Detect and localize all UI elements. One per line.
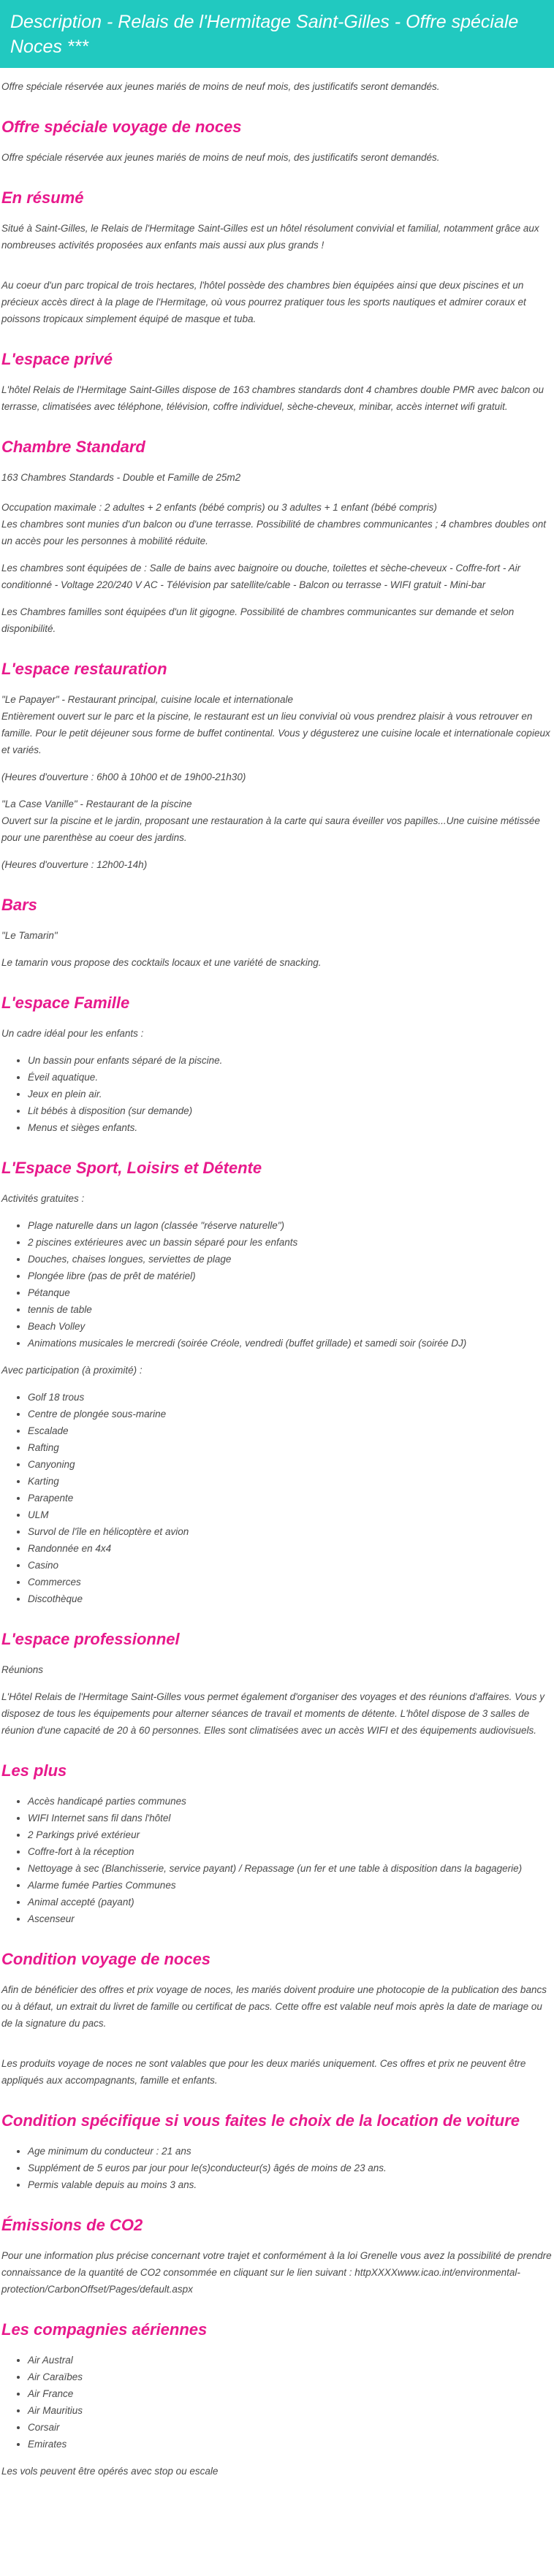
- list-item: • Parapente: [28, 1490, 553, 1506]
- chambre-paragraph: Les chambres sont équipées de : Salle de bains avec baignoire ou douche, toilettes et sèche-cheveux - Coffre-fort - Air conditionné - Voltage 220/240 V AC - Télévision par satellite/cable - Balcon ou terrasse - WIFI gratuit - Mini-bar: [1, 563, 521, 590]
- list-item: • Discothèque: [28, 1590, 553, 1607]
- list-item: • Corsair: [28, 2419, 553, 2436]
- list-item: • Rafting: [28, 1439, 553, 1456]
- section-heading-prive: L'espace privé: [1, 350, 113, 368]
- list-item: • Jeux en plein air.: [28, 1086, 553, 1102]
- list-item: • Menus et sièges enfants.: [28, 1119, 553, 1136]
- pro-subheading: Réunions: [1, 1664, 44, 1675]
- list-item: • Beach Volley: [28, 1318, 553, 1335]
- restaurant-hours: (Heures d'ouverture : 12h00-14h): [1, 859, 148, 870]
- list-item: • Air France: [28, 2385, 553, 2402]
- list-item: • Escalade: [28, 1422, 553, 1439]
- list-item: • Karting: [28, 1473, 553, 1490]
- list-item: • Coffre-fort à la réception: [28, 1843, 553, 1860]
- section-heading-plus: Les plus: [1, 1761, 67, 1780]
- list-item: • Air Mauritius: [28, 2402, 553, 2419]
- list-item: • Centre de plongée sous-marine: [28, 1406, 553, 1422]
- section-heading-sport: L'Espace Sport, Loisirs et Détente: [1, 1159, 262, 1177]
- noces-text: Offre spéciale réservée aux jeunes mariés de moins de neuf mois, des justificatifs seront demandés.: [1, 152, 440, 163]
- chambre-paragraph: Occupation maximale : 2 adultes + 2 enfants (bébé compris) ou 3 adultes + 1 enfant (bébé compris): [1, 502, 437, 513]
- bar-text: Le tamarin vous propose des cocktails locaux et une variété de snacking.: [1, 957, 322, 968]
- section-heading-co2: Émissions de CO2: [1, 2216, 143, 2234]
- list-item: • Golf 18 trous: [28, 1389, 553, 1406]
- list-item: • Pétanque: [28, 1284, 553, 1301]
- section-heading-resume: En résumé: [1, 188, 84, 207]
- list-item: • Canyoning: [28, 1456, 553, 1473]
- list-item: • 2 piscines extérieures avec un bassin séparé pour les enfants: [28, 1234, 553, 1251]
- main-content: [0, 68, 554, 2504]
- section-heading-chambre: Chambre Standard: [1, 438, 145, 456]
- section-heading-condition: Condition voyage de noces: [1, 1950, 211, 1968]
- sport-paid-intro: Avec participation (à proximité) :: [1, 1365, 143, 1376]
- list-item: • Animations musicales le mercredi (soirée Créole, vendredi (buffet grillade) et samedi soir (soirée DJ): [28, 1335, 553, 1352]
- airlines-list: [1, 2352, 553, 2453]
- list-item: • Douches, chaises longues, serviettes de plage: [28, 1251, 553, 1268]
- section-heading-restauration: L'espace restauration: [1, 660, 167, 678]
- section-heading-location: Condition spécifique si vous faites le choix de la location de voiture: [1, 2111, 520, 2130]
- list-item: • Accès handicapé parties communes: [28, 1793, 553, 1810]
- section-heading-bars: Bars: [1, 896, 37, 914]
- chambre-paragraph: 163 Chambres Standards - Double et Famille de 25m2: [1, 472, 241, 483]
- list-item: • Survol de l'île en hélicoptère et avion: [28, 1523, 553, 1540]
- list-item: • Alarme fumée Parties Communes: [28, 1877, 553, 1894]
- list-item: • Casino: [28, 1557, 553, 1574]
- airlines-note: Les vols peuvent être opérés avec stop ou escale: [1, 2466, 219, 2477]
- list-item: • tennis de table: [28, 1301, 553, 1318]
- list-item: • Éveil aquatique.: [28, 1069, 553, 1086]
- restaurant-name: "Le Papayer" - Restaurant principal, cuisine locale et internationale: [1, 694, 294, 705]
- list-item: • WIFI Internet sans fil dans l'hôtel: [28, 1810, 553, 1826]
- list-item: • Nettoyage à sec (Blanchisserie, service payant) / Repassage (un fer et une table à disposition dans la bagagerie): [28, 1860, 553, 1877]
- famille-intro: Un cadre idéal pour les enfants :: [1, 1028, 144, 1039]
- chambre-paragraph: Les Chambres familles sont équipées d'un lit gigogne. Possibilité de chambres communicantes sur demande et selon disponibilité.: [1, 606, 515, 634]
- sport-paid-list: [1, 1389, 553, 1607]
- chambre-paragraph: Les chambres sont munies d'un balcon ou d'une terrasse. Possibilité de chambres communicantes ; 4 chambres doubles ont un accès pour les personnes à mobilité réduite.: [1, 519, 547, 546]
- restaurant-name: "La Case Vanille" - Restaurant de la piscine: [1, 799, 192, 809]
- list-item: • ULM: [28, 1506, 553, 1523]
- list-item: • 2 Parkings privé extérieur: [28, 1826, 553, 1843]
- list-item: • Ascenseur: [28, 1910, 553, 1927]
- list-item: • Permis valable depuis au moins 3 ans.: [28, 2176, 553, 2193]
- list-item: • Plage naturelle dans un lagon (classée "réserve naturelle"): [28, 1217, 553, 1234]
- prive-text: L'hôtel Relais de l'Hermitage Saint-Gilles dispose de 163 chambres standards dont 4 chambres double PMR avec balcon ou terrasse, climatisées avec téléphone, télévision, coffre individuel, sèche-cheveux, minibar, accès internet wifi gratuit.: [1, 384, 544, 412]
- restaurant-desc: Entièrement ouvert sur le parc et la piscine, le restaurant est un lieu convivial où vous prendrez plaisir à vous retrouver en famille. Pour le petit déjeuner sous forme de buffet continental. Vous y dégusterez une cuisine locale et internationale copieux et variés.: [1, 711, 550, 755]
- list-item: • Commerces: [28, 1574, 553, 1590]
- famille-list: [1, 1052, 553, 1136]
- condition-paragraph: Afin de bénéficier des offres et prix voyage de noces, les mariés doivent produire une photocopie de la publication des bancs ou à défaut, un extrait du livret de famille ou certificat de pacs. Cette offre est valable neuf mois après la date de mariage ou de la signature du pacs.: [1, 1984, 547, 2029]
- list-item: • Lit bébés à disposition (sur demande): [28, 1102, 553, 1119]
- section-heading-airlines: Les compagnies aériennes: [1, 2320, 208, 2339]
- list-item: • Age minimum du conducteur : 21 ans: [28, 2143, 553, 2160]
- list-item: • Un bassin pour enfants séparé de la piscine.: [28, 1052, 553, 1069]
- list-item: • Air Austral: [28, 2352, 553, 2369]
- resume-paragraph: Au coeur d'un parc tropical de trois hectares, l'hôtel possède des chambres bien équipées ainsi que deux piscines et un précieux accès direct à la plage de l'Hermitage, où vous pourrez pratiquer tous les sports nautiques et admirer coraux et poissons tropicaux simplement équipé de masque et tuba.: [1, 280, 526, 324]
- intro-text: Offre spéciale réservée aux jeunes mariés de moins de neuf mois, des justificatifs seront demandés.: [1, 81, 440, 92]
- restaurant-desc: Ouvert sur la piscine et le jardin, proposant une restauration à la carte qui saura éveiller vos papilles...Une cuisine métissée pour une parenthèse au coeur des jardins.: [1, 815, 540, 843]
- bar-name: "Le Tamarin": [1, 930, 58, 941]
- page-title: Description - Relais de l'Hermitage Saint-Gilles - Offre spéciale Noces ***: [0, 0, 554, 68]
- sport-free-intro: Activités gratuites :: [1, 1193, 85, 1204]
- plus-list: [1, 1793, 553, 1927]
- list-item: • Emirates: [28, 2436, 553, 2453]
- list-item: • Randonnée en 4x4: [28, 1540, 553, 1557]
- section-heading-famille: L'espace Famille: [1, 994, 130, 1012]
- restaurant-hours: (Heures d'ouverture : 6h00 à 10h00 et de 19h00-21h30): [1, 771, 246, 782]
- pro-text: L'Hôtel Relais de l'Hermitage Saint-Gilles vous permet également d'organiser des voyages et des réunions d'affaires. Vous y disposez de tous les équipements pour alterner séances de travail et moments de détente. L'hôtel dispose de 3 salles de réunion d'une capacité de 20 à 60 personnes. Elles sont climatisées avec un accès WIFI et des équipements audiovisuels.: [1, 1691, 544, 1736]
- location-list: [1, 2143, 553, 2193]
- list-item: • Animal accepté (payant): [28, 1894, 553, 1910]
- co2-text: Pour une information plus précise concernant votre trajet et conformément à la loi Grenelle vous avez la possibilité de prendre connaissance de la quantité de CO2 consommée en cliquant sur le lien suivant : httpXXXXwww.icao.int/environmental-protection/CarbonOffset/Pages/default.aspx: [1, 2250, 552, 2295]
- list-item: • Air Caraïbes: [28, 2369, 553, 2385]
- section-heading-pro: L'espace professionnel: [1, 1630, 180, 1648]
- resume-paragraph: Situé à Saint-Gilles, le Relais de l'Hermitage Saint-Gilles est un hôtel résolument convivial et familial, notamment grâce aux nombreuses activités proposées aux enfants mais aussi aux plus grands !: [1, 223, 539, 251]
- condition-paragraph: Les produits voyage de noces ne sont valables que pour les deux mariés uniquement. Ces offres et prix ne peuvent être appliqués aux accompagnants, famille et enfants.: [1, 2058, 526, 2086]
- section-heading-noces: Offre spéciale voyage de noces: [1, 118, 242, 136]
- sport-free-list: [1, 1217, 553, 1352]
- list-item: • Plongée libre (pas de prêt de matériel): [28, 1268, 553, 1284]
- list-item: • Supplément de 5 euros par jour pour le(s)conducteur(s) âgés de moins de 23 ans.: [28, 2160, 553, 2176]
